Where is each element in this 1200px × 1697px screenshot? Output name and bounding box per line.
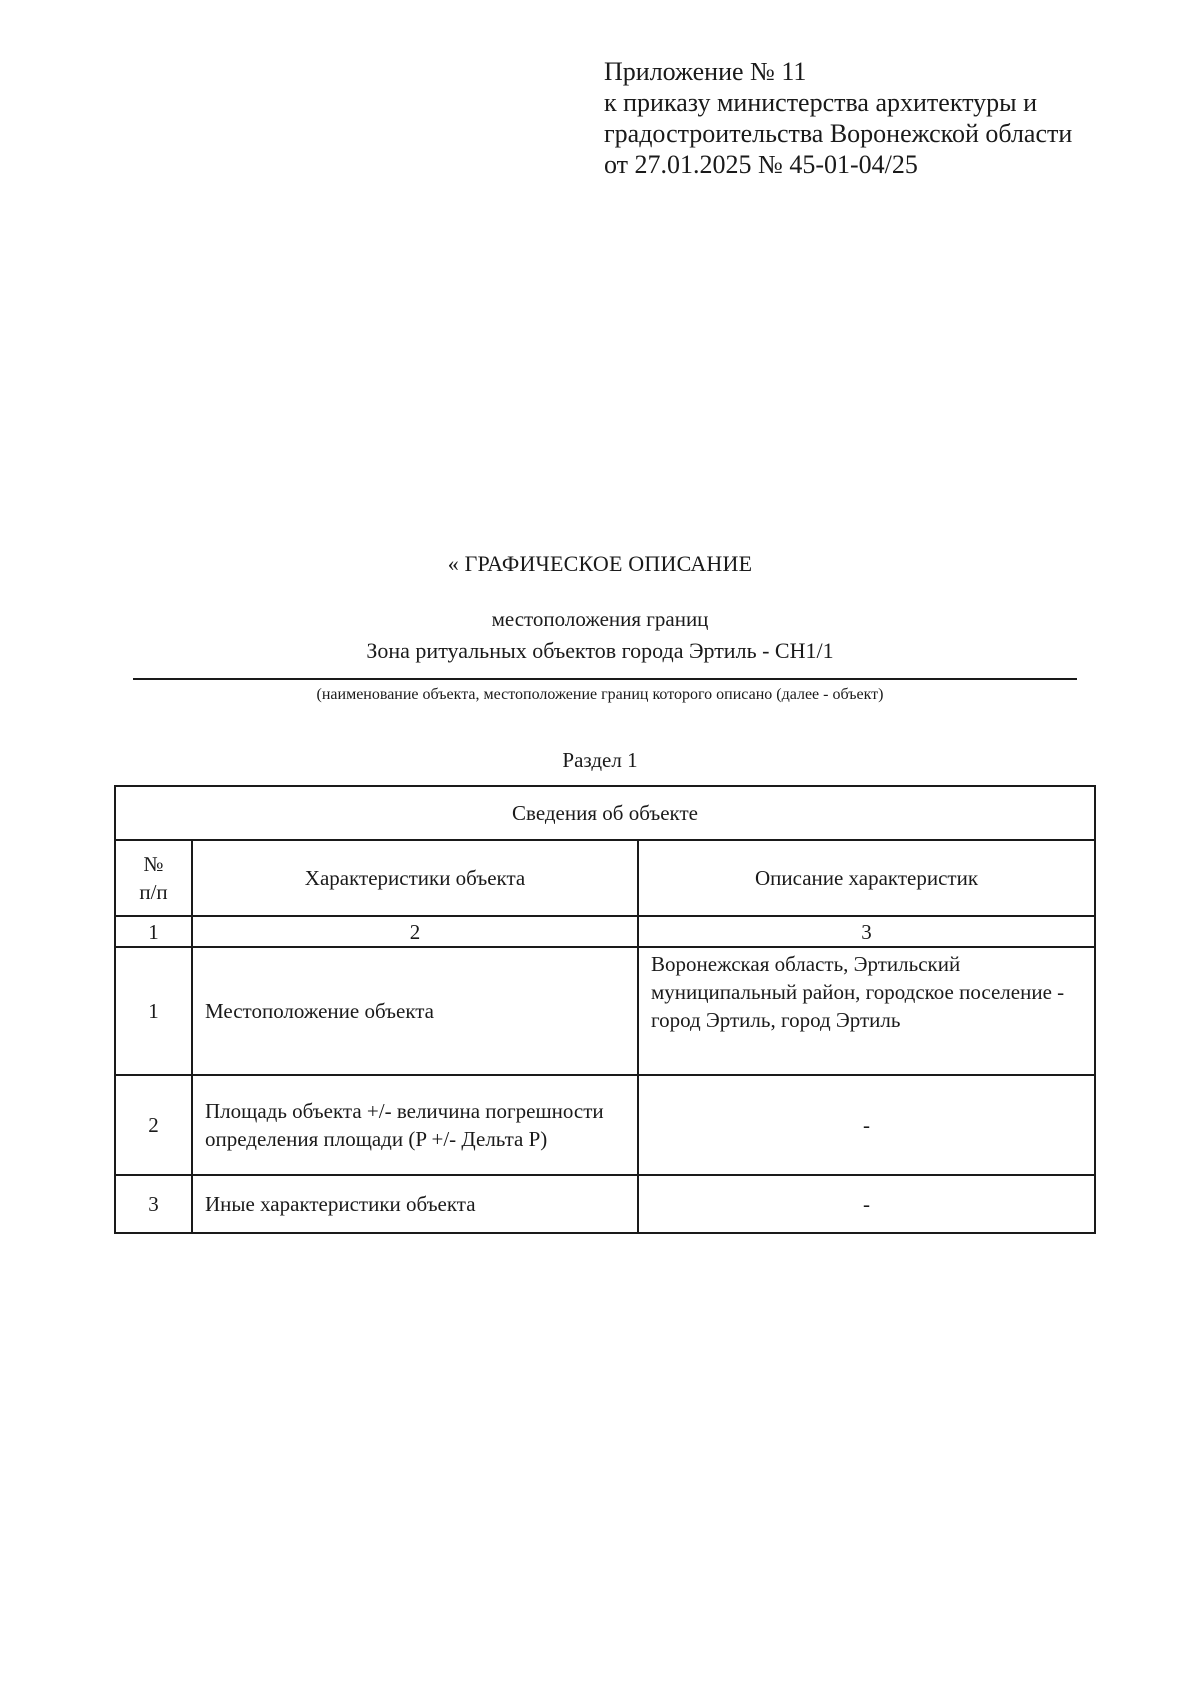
attachment-line: к приказу министерства архитектуры и xyxy=(604,88,1038,117)
table-caption-row xyxy=(115,786,1095,840)
header-description: Описание характеристик xyxy=(638,840,1095,916)
table-header-row xyxy=(115,840,1095,916)
row-description: - xyxy=(638,1175,1095,1233)
row-num: 2 xyxy=(115,1075,192,1175)
row-num: 3 xyxy=(115,1175,192,1233)
document-subtitle: местоположения границ xyxy=(491,607,709,631)
attachment-header xyxy=(604,56,1164,180)
column-number: 2 xyxy=(192,916,638,947)
attachment-line: градостроительства Воронежской области xyxy=(604,119,1073,148)
column-number: 3 xyxy=(638,916,1095,947)
table-caption: Сведения об объекте xyxy=(115,786,1095,840)
object-info-table xyxy=(114,785,1096,1234)
row-characteristic: Иные характеристики объекта xyxy=(192,1175,638,1233)
document-title: « ГРАФИЧЕСКОЕ ОПИСАНИЕ xyxy=(447,551,753,576)
header-num: № п/п xyxy=(115,840,192,916)
row-description: Воронежская область, Эртильский муниципальный район, городское поселение - город Эртиль, город Эртиль xyxy=(638,947,1095,1075)
section-label: Раздел 1 xyxy=(562,748,638,772)
row-characteristic: Местоположение объекта xyxy=(192,947,638,1075)
column-number: 1 xyxy=(115,916,192,947)
row-num: 1 xyxy=(115,947,192,1075)
table-row xyxy=(115,947,1095,1075)
table-row xyxy=(115,1075,1095,1175)
object-name: Зона ритуальных объектов города Эртиль - СН1/1 xyxy=(366,638,834,663)
attachment-line: от 27.01.2025 № 45-01-04/25 xyxy=(604,150,918,179)
row-description: - xyxy=(638,1075,1095,1175)
attachment-line: Приложение № 11 xyxy=(604,57,807,86)
table-row xyxy=(115,1175,1095,1233)
object-name-underline xyxy=(133,678,1077,680)
object-name-caption: (наименование объекта, местоположение границ которого описано (далее - объект) xyxy=(316,686,884,703)
column-number-row xyxy=(115,916,1095,947)
row-characteristic: Площадь объекта +/- величина погрешности определения площади (P +/- Дельта P) xyxy=(192,1075,638,1175)
header-characteristic: Характеристики объекта xyxy=(192,840,638,916)
